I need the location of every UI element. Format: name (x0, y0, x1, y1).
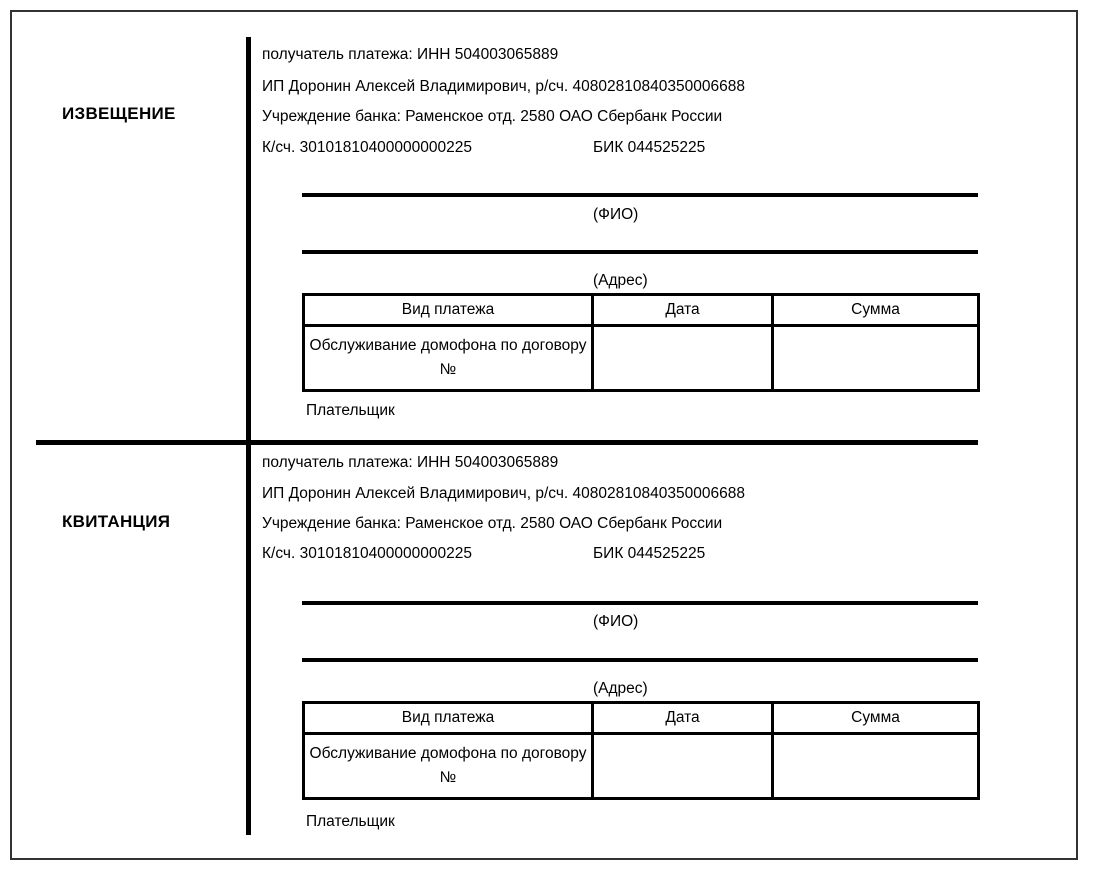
payment-table (302, 701, 980, 800)
fio-caption: (ФИО) (593, 613, 639, 630)
fio-caption: (ФИО) (593, 206, 639, 223)
payment-table (302, 293, 980, 392)
notice-title: ИЗВЕЩЕНИЕ (62, 104, 176, 123)
cell-payment-type: Обслуживание домофона по договору № (304, 326, 593, 391)
header-payment-type: Вид платежа (304, 703, 593, 734)
address-caption: (Адрес) (593, 680, 648, 697)
payer-label: Плательщик (306, 813, 395, 830)
header-amount: Сумма (773, 295, 979, 326)
header-date: Дата (593, 295, 773, 326)
recipient-line: получатель платежа: ИНН 504003065889 (262, 454, 559, 471)
table-header-row (304, 295, 979, 326)
vertical-divider (246, 37, 251, 835)
header-payment-type: Вид платежа (304, 295, 593, 326)
cell-payment-type: Обслуживание домофона по договору № (304, 734, 593, 799)
table-header-row (304, 703, 979, 734)
bank-line: Учреждение банка: Раменское отд. 2580 ОАО Сбербанк России (262, 108, 723, 125)
address-line (302, 250, 978, 254)
bank-line: Учреждение банка: Раменское отд. 2580 ОАО Сбербанк России (262, 515, 723, 532)
address-line (302, 658, 978, 662)
cell-date (593, 734, 773, 799)
section-divider (36, 440, 978, 445)
corr-account: К/сч. 30101810400000000225 (262, 139, 473, 156)
payer-label: Плательщик (306, 402, 395, 419)
header-amount: Сумма (773, 703, 979, 734)
receipt-title: КВИТАНЦИЯ (62, 512, 171, 531)
recipient-line: получатель платежа: ИНН 504003065889 (262, 46, 559, 63)
cell-date (593, 326, 773, 391)
address-caption: (Адрес) (593, 272, 648, 289)
corr-account: К/сч. 30101810400000000225 (262, 545, 473, 562)
cell-amount (773, 734, 979, 799)
bik: БИК 044525225 (593, 139, 706, 156)
fio-line (302, 601, 978, 605)
header-date: Дата (593, 703, 773, 734)
owner-account-line: ИП Доронин Алексей Владимирович, р/сч. 40802810840350006688 (262, 78, 745, 95)
owner-account-line: ИП Доронин Алексей Владимирович, р/сч. 40802810840350006688 (262, 485, 745, 502)
table-row (304, 734, 979, 799)
table-row (304, 326, 979, 391)
fio-line (302, 193, 978, 197)
cell-amount (773, 326, 979, 391)
bik: БИК 044525225 (593, 545, 706, 562)
